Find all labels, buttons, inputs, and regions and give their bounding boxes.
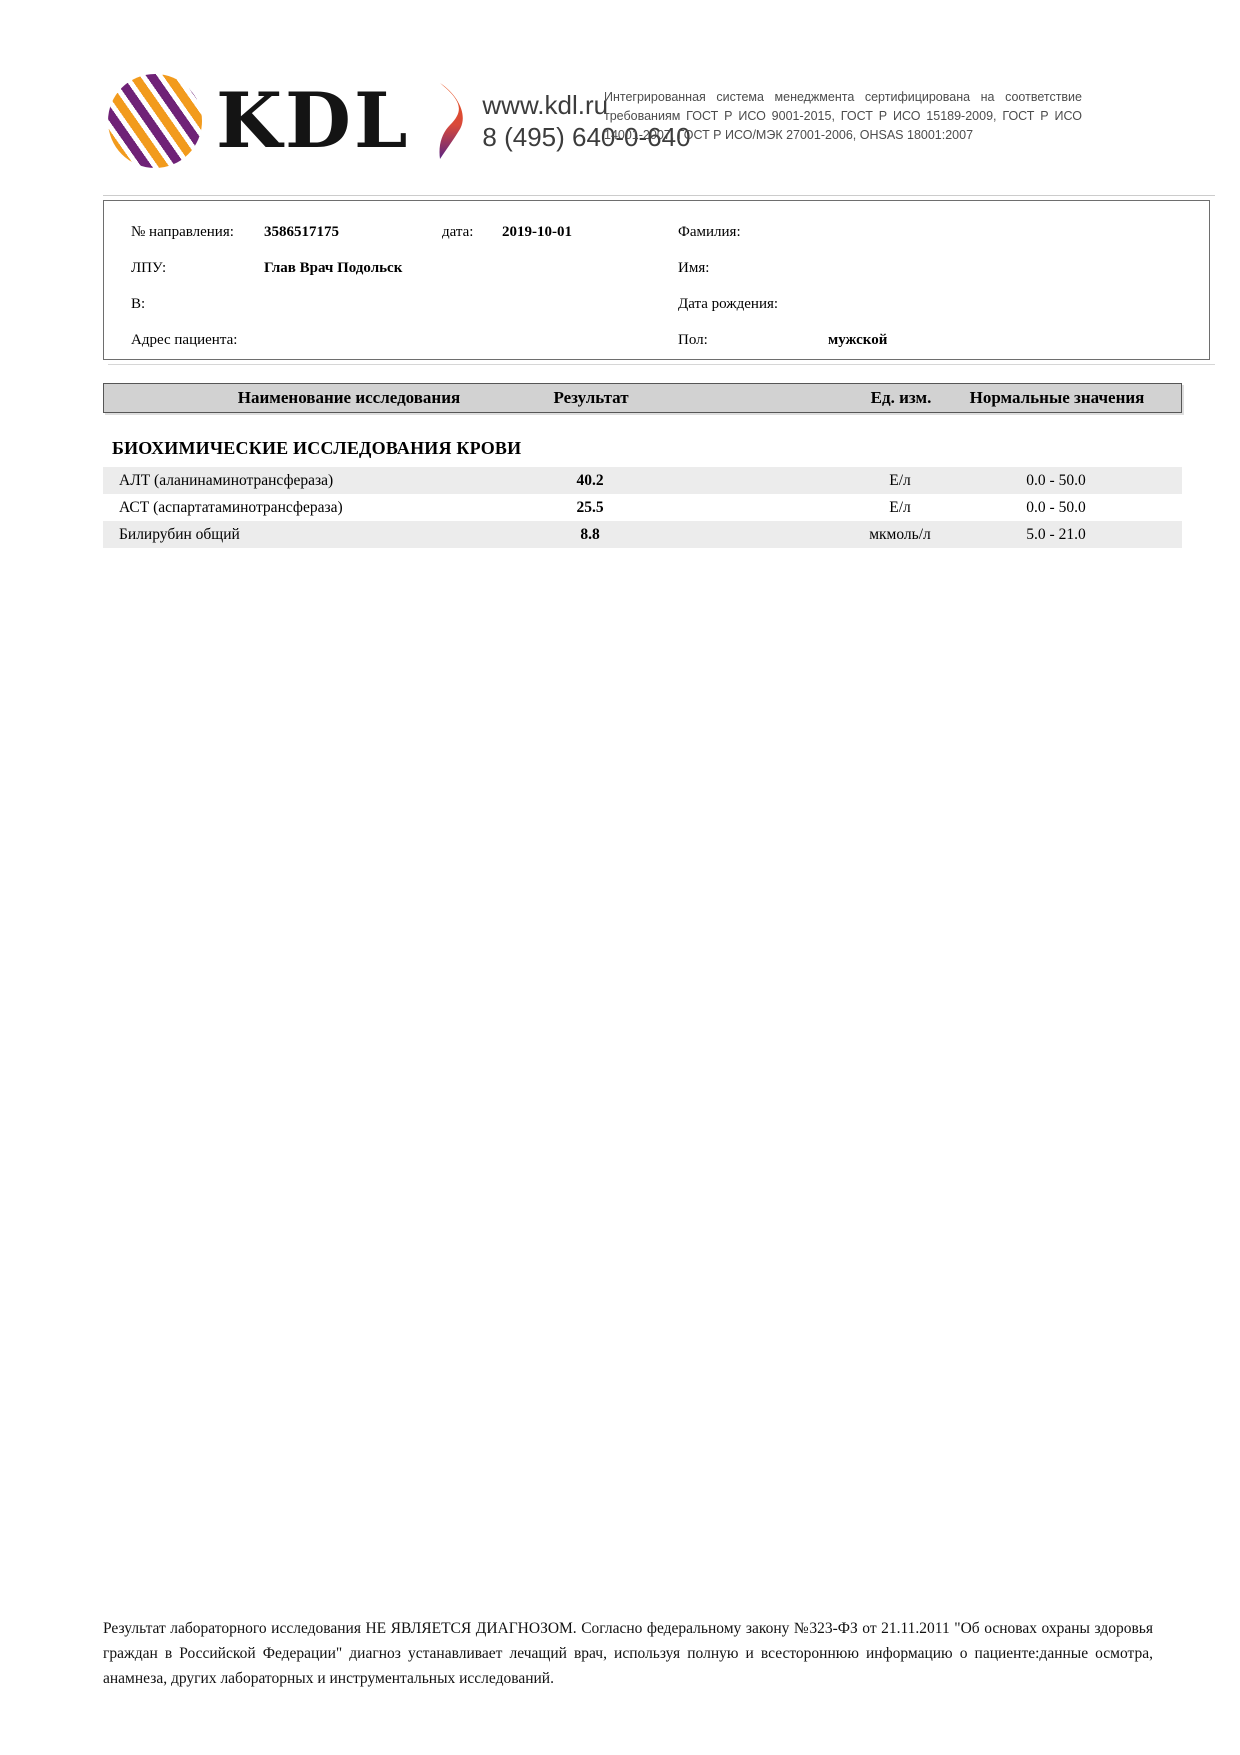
- test-unit: Е/л: [889, 471, 911, 489]
- col-header-range: Нормальные значения: [969, 388, 1145, 407]
- info-row-lpu: [104, 257, 1209, 293]
- date-label: дата:: [442, 224, 474, 240]
- sex-label: Пол:: [678, 332, 708, 348]
- certification-text: Интегрированная система менеджмента сертифицирована на соответствие требованиям ГОСТ Р ИСО 9001-2015, ГОСТ Р ИСО 15189-2009, ГОСТ Р ИСО 14001-2007, ГОСТ Р ИСО/МЭК 27001-2006, OHSAS 18001:2007: [604, 90, 1082, 142]
- referral-label: № направления:: [131, 224, 234, 240]
- test-result: 40.2: [576, 471, 604, 489]
- col-header-name: Наименование исследования: [237, 388, 461, 407]
- patient-info-box: [103, 200, 1210, 360]
- test-result: 8.8: [580, 525, 600, 543]
- section-title: БИОХИМИЧЕСКИЕ ИССЛЕДОВАНИЯ КРОВИ: [112, 438, 522, 458]
- referral-value: 3586517175: [264, 224, 339, 240]
- website-url: www.kdl.ru: [482, 90, 609, 120]
- test-unit: мкмоль/л: [869, 525, 931, 543]
- disclaimer-text: Результат лабораторного исследования НЕ ЯВЛЯЕТСЯ ДИАГНОЗОМ. Согласно федеральному закону №323-ФЗ от 21.11.2011 "Об основах охраны здоровья граждан в Российской Федерации" диагноз устанавливает лечащий врач, используя полную и всестороннюю информацию о пациенте:данные осмотра, анамнеза, других лабораторных и инструментальных исследований.: [103, 1620, 1153, 1687]
- table-row: [103, 494, 1182, 521]
- sex-value: мужской: [828, 332, 888, 348]
- col-header-unit: Ед. изм.: [870, 388, 932, 407]
- birthdate-label: Дата рождения:: [678, 296, 779, 312]
- surname-label: Фамилия:: [678, 224, 741, 240]
- info-row-address: [104, 329, 1209, 365]
- info-row-referral: [104, 221, 1209, 257]
- test-range: 0.0 - 50.0: [1026, 471, 1086, 489]
- test-range: 0.0 - 50.0: [1026, 498, 1086, 516]
- lpu-value: Глав Врач Подольск: [264, 260, 403, 276]
- address-label: Адрес пациента:: [131, 332, 238, 348]
- results-rows: [103, 467, 1182, 548]
- table-row: [103, 467, 1182, 494]
- kdl-logo-ball-icon: [108, 74, 202, 168]
- test-name: Билирубин общий: [119, 525, 240, 543]
- patient-info-rows: [104, 201, 1209, 365]
- doctor-label: В:: [131, 296, 146, 312]
- kdl-logo-text: KDL: [216, 76, 411, 165]
- table-row: [103, 521, 1182, 548]
- test-name: АСТ (аспартатаминотрансфераза): [119, 498, 343, 516]
- test-range: 5.0 - 21.0: [1026, 525, 1086, 543]
- test-name: АЛТ (аланинаминотрансфераза): [119, 471, 334, 489]
- test-unit: Е/л: [889, 498, 911, 516]
- lpu-label: ЛПУ:: [131, 260, 167, 276]
- col-header-result: Результат: [553, 388, 629, 407]
- date-value: 2019-10-01: [502, 224, 572, 240]
- firstname-label: Имя:: [678, 260, 710, 276]
- kdl-swoosh-icon: [432, 77, 466, 165]
- test-result: 25.5: [576, 498, 604, 516]
- results-table-header: [103, 383, 1182, 413]
- info-row-doctor: [104, 293, 1209, 329]
- phone-number: 8 (495) 640-0-640: [482, 122, 691, 152]
